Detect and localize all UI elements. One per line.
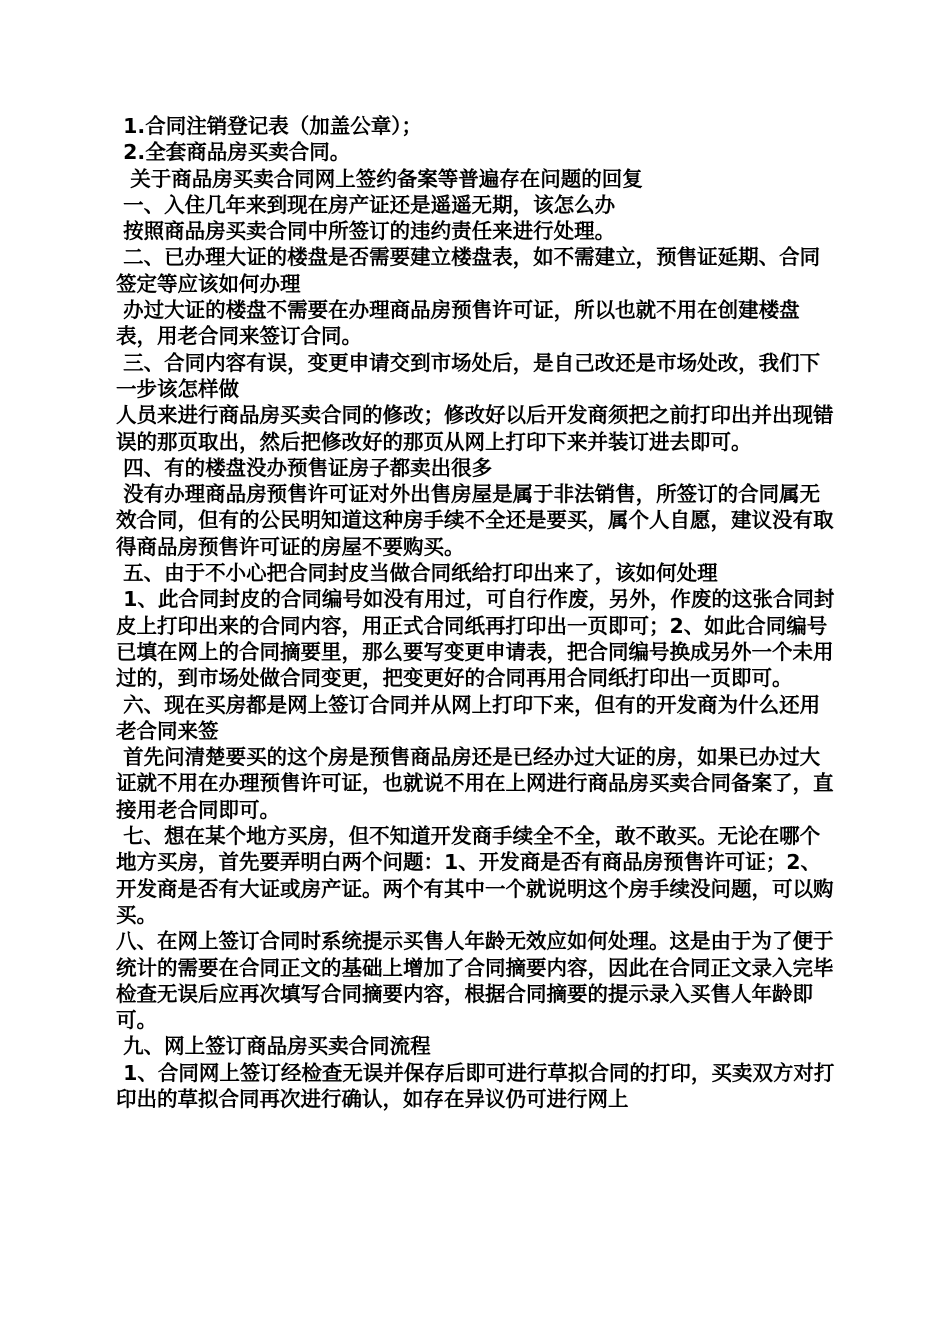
- answer-3: 人员来进行商品房买卖合同的修改；修改好以后开发商须把之前打印出并出现错误的那页取出，然后把修改好的那页从网上打印下来并装订进去即可。: [116, 403, 834, 454]
- document-page: [116, 113, 838, 1112]
- question-answer-7: 七、想在某个地方买房，但不知道开发商手续全不全，敢不敢买。无论在哪个地方买房，首先要弄明白两个问题：1、开发商是否有商品房预售许可证；2、开发商是否有大证或房产证。两个有其中一个就说明这个房手续没问题，可以购买。: [116, 824, 834, 927]
- section-title: 关于商品房买卖合同网上签约备案等普遍存在问题的回复: [116, 166, 643, 191]
- answer-6: 首先问清楚要买的这个房是预售商品房还是已经办过大证的房，如果已办过大证就不用在办理预售许可证，也就说不用在上网进行商品房买卖合同备案了，直接用老合同即可。: [116, 745, 834, 822]
- question-2: 二、已办理大证的楼盘是否需要建立楼盘表，如不需建立，预售证延期、合同签定等应该如何办理: [116, 245, 821, 296]
- question-answer-8: 八、在网上签订合同时系统提示买售人年龄无效应如何处理。这是由于为了便于统计的需要在合同正文的基础上增加了合同摘要内容，因此在合同正文录入完毕检查无误后应再次填写合同摘要内容，根据合同摘要的提示录入买售人年龄即可。: [116, 929, 834, 1033]
- answer-1: 按照商品房买卖合同中所签订的违约责任来进行处理。: [116, 219, 616, 244]
- question-5: 五、由于不小心把合同封皮当做合同纸给打印出来了，该如何处理: [116, 561, 718, 586]
- question-4: 四、有的楼盘没办预售证房子都卖出很多: [116, 455, 493, 480]
- list-item-cancellation-form: 1.合同注销登记表（加盖公章）；: [116, 114, 422, 138]
- answer-4: 没有办理商品房预售许可证对外出售房屋是属于非法销售，所签订的合同属无效合同，但有的公民明知道这种房手续不全还是要买，属个人自愿，建议没有取得商品房预售许可证的房屋不要购买。: [116, 482, 834, 559]
- answer-9: 1、合同网上签订经检查无误并保存后即可进行草拟合同的打印，买卖双方对打印出的草拟合同再次进行确认，如存在异议仍可进行网上: [116, 1060, 835, 1111]
- question-6: 六、现在买房都是网上签订合同并从网上打印下来，但有的开发商为什么还用老合同来签: [116, 692, 821, 743]
- list-item-full-contract-set: 2.全套商品房买卖合同。: [116, 140, 351, 165]
- answer-5: 1、此合同封皮的合同编号如没有用过，可自行作废，另外，作废的这张合同封皮上打印出来的合同内容，用正式合同纸再打印出一页即可；2、如此合同编号已填在网上的合同摘要里，那么要写变更申请表，把合同编号换成另外一个未用过的，到市场处做合同变更，把变更好的合同再用合同纸打印出一页即可。: [116, 587, 835, 691]
- question-1: 一、入住几年来到现在房产证还是遥遥无期，该怎么办: [116, 192, 616, 217]
- question-9: 九、网上签订商品房买卖合同流程: [116, 1034, 431, 1059]
- answer-2: 办过大证的楼盘不需要在办理商品房预售许可证，所以也就不用在创建楼盘表，用老合同来签订合同。: [116, 298, 800, 349]
- question-3: 三、合同内容有误，变更申请交到市场处后，是自己改还是市场处改，我们下一步该怎样做: [116, 350, 821, 401]
